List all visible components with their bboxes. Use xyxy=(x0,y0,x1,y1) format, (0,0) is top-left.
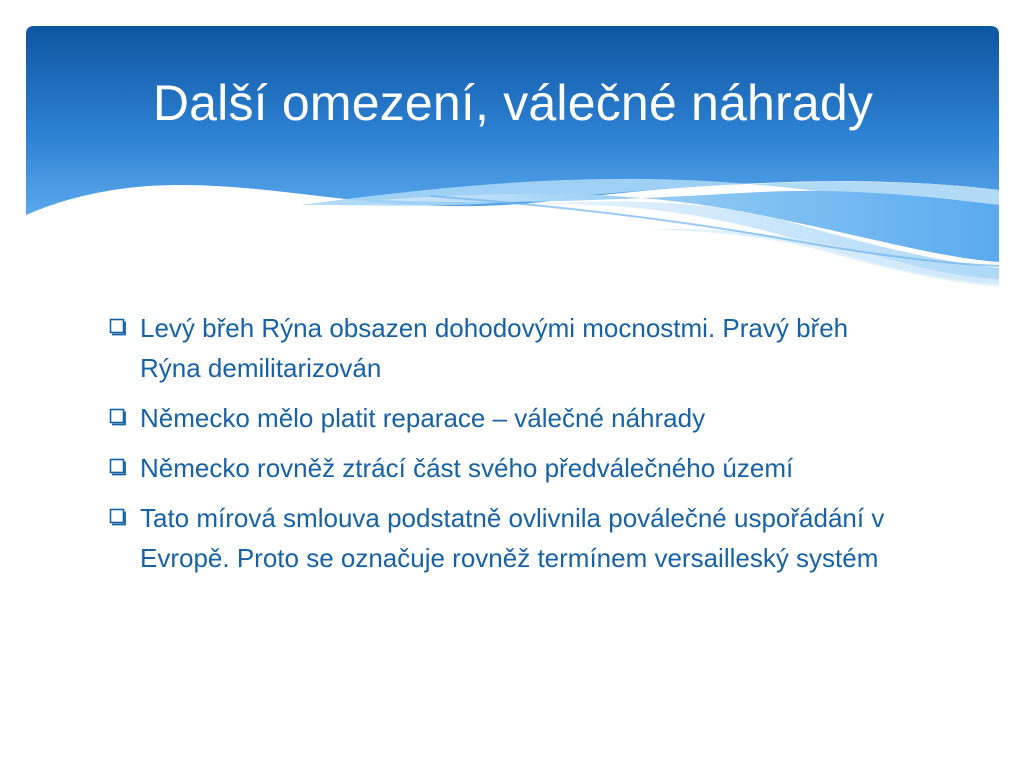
bullet-text: Tato mírová smlouva podstatně ovlivnila poválečné uspořádání v Evropě. Proto se označuje rovněž termínem versailleský systém xyxy=(140,503,885,573)
bullet-text: Německo mělo platit reparace – válečné náhrady xyxy=(140,403,706,433)
bullet-item xyxy=(106,448,896,488)
header-wave-graphic xyxy=(0,0,1024,300)
hollow-square-bullet-icon xyxy=(108,458,126,476)
bullet-text: Levý břeh Rýna obsazen dohodovými mocnostmi. Pravý břeh Rýna demilitarizován xyxy=(140,313,849,383)
slide-title: Další omezení, válečné náhrady xyxy=(152,75,874,131)
hollow-square-bullet-icon xyxy=(108,408,126,426)
hollow-square-bullet-icon xyxy=(108,318,126,336)
bullet-text: Německo rovněž ztrácí část svého předválečného území xyxy=(140,453,794,483)
wave-middle xyxy=(380,191,999,262)
bullet-list xyxy=(106,308,896,588)
bullet-item xyxy=(106,308,896,388)
bullet-item xyxy=(106,498,896,578)
bullet-item xyxy=(106,398,896,438)
hollow-square-bullet-icon xyxy=(108,508,126,526)
